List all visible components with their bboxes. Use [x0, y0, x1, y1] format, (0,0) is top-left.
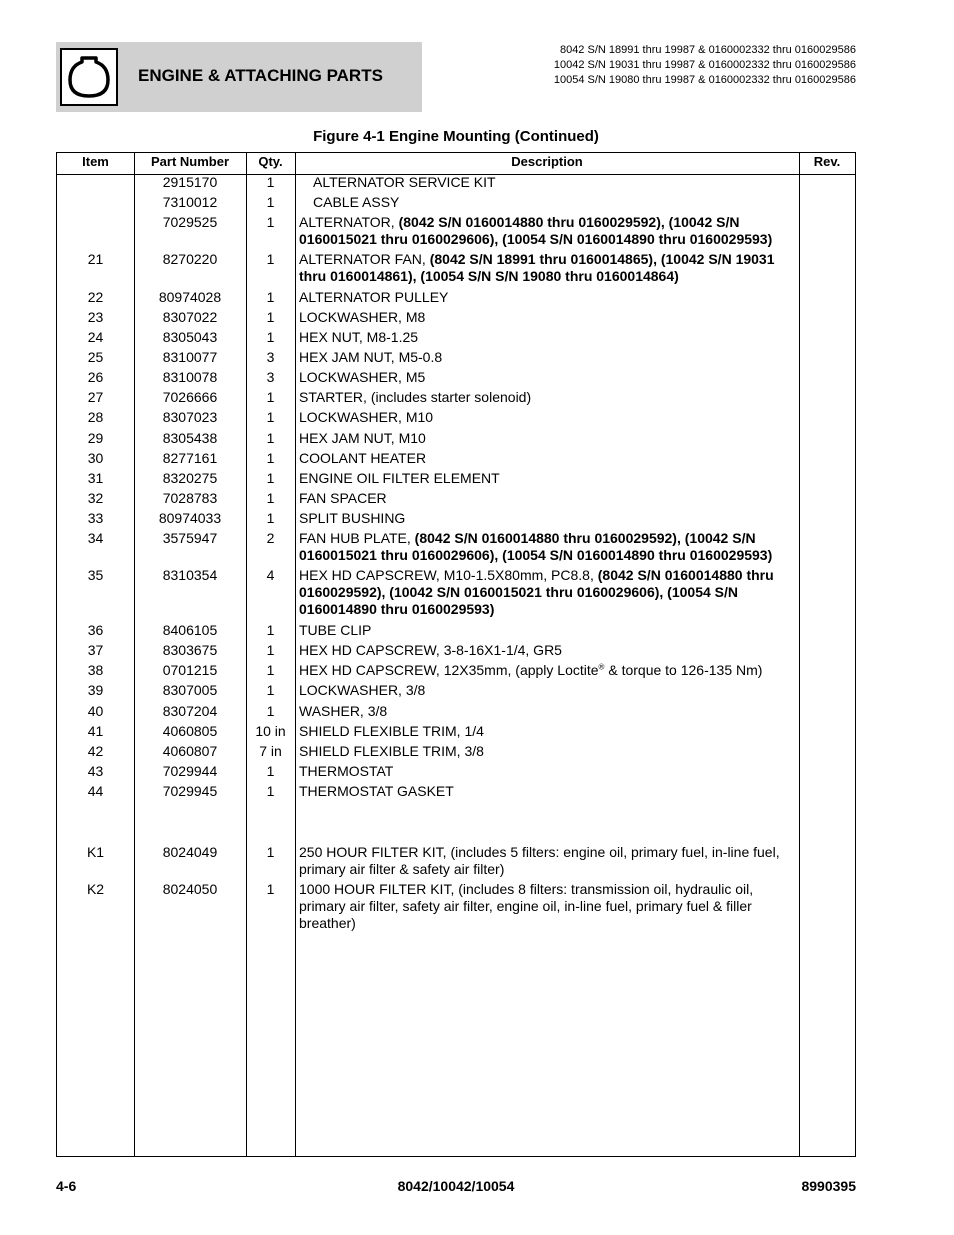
description: [299, 682, 799, 699]
quantity: 1: [266, 289, 275, 305]
column-divider: [295, 153, 296, 1156]
part-number: 8305438: [162, 430, 218, 446]
description: [299, 349, 799, 366]
part-number: 8307022: [162, 309, 218, 325]
item-number: 25: [87, 349, 104, 365]
column-header-item: Item: [82, 154, 109, 169]
part-number: 7029525: [162, 214, 218, 230]
column-header-rev: Rev.: [813, 154, 841, 169]
description-text: HEX HD CAPSCREW, 3-8-16X1-1/4, GR5: [299, 642, 562, 658]
description-text: 1000 HOUR FILTER KIT, (includes 8 filters: transmission oil, hydraulic oil, primary air filter, safety air filter, engine oil, in-line fuel, primary fuel & filler breather): [299, 881, 754, 931]
description-text: FAN HUB PLATE,: [299, 530, 415, 546]
item-number: 24: [87, 329, 104, 345]
description-text: SHIELD FLEXIBLE TRIM, 3/8: [299, 743, 484, 759]
item-number: 27: [87, 389, 104, 405]
description-text: CABLE ASSY: [313, 194, 400, 210]
serial-range-note: (8042 S/N 18991 thru 0160014865), (10042 S/N 19031 thru 0160014861), (10054 S/N S/N 19080 thru 0160014864): [299, 251, 775, 284]
quantity: 1: [266, 682, 275, 698]
item-number: 23: [87, 309, 104, 325]
part-number: 7029944: [162, 763, 218, 779]
description: [299, 389, 799, 406]
part-number: 8307005: [162, 682, 218, 698]
description-text: HEX JAM NUT, M5-0.8: [299, 349, 443, 365]
description-text: HEX HD CAPSCREW, 12X35mm, (apply Loctite: [299, 662, 599, 678]
description-text: LOCKWASHER, 3/8: [299, 682, 426, 698]
description-text: THERMOSTAT: [299, 763, 394, 779]
quantity: 1: [266, 194, 275, 210]
description-text: COOLANT HEATER: [299, 450, 427, 466]
part-number: 7028783: [162, 490, 218, 506]
item-number: 30: [87, 450, 104, 466]
description: [299, 470, 799, 487]
serial-range-note: (8042 S/N 0160014880 thru 0160029592), (10042 S/N 0160015021 thru 0160029606), (10054 S/N 0160014890 thru 0160029593): [299, 530, 773, 563]
description-text: ALTERNATOR,: [299, 214, 399, 230]
description: [313, 174, 813, 191]
item-number: 43: [87, 763, 104, 779]
description-text: LOCKWASHER, M5: [299, 369, 426, 385]
description-text: SHIELD FLEXIBLE TRIM, 1/4: [299, 723, 484, 739]
quantity: 1: [266, 783, 275, 799]
quantity: 1: [266, 309, 275, 325]
description-text: ALTERNATOR PULLEY: [299, 289, 449, 305]
item-number: 36: [87, 622, 104, 638]
quantity: 10 in: [255, 723, 286, 739]
section-header: [56, 42, 422, 112]
part-number: 8310078: [162, 369, 218, 385]
item-number: 35: [87, 567, 104, 583]
item-number: 28: [87, 409, 104, 425]
quantity: 1: [266, 329, 275, 345]
quantity: 1: [266, 642, 275, 658]
description-text: ENGINE OIL FILTER ELEMENT: [299, 470, 500, 486]
item-number: 38: [87, 662, 104, 678]
description: [299, 703, 799, 720]
quantity: 1: [266, 214, 275, 230]
quantity: 1: [266, 251, 275, 267]
quantity: 2: [266, 530, 275, 546]
part-number: 8307023: [162, 409, 218, 425]
part-number: 80974033: [158, 510, 222, 526]
column-header-description: Description: [511, 154, 583, 169]
description: [299, 881, 799, 932]
quantity: 1: [266, 703, 275, 719]
serial-range-note: (8042 S/N 0160014880 thru 0160029592), (10042 S/N 0160015021 thru 0160029606), (10054 S/N 0160014890 thru 0160029593): [299, 214, 773, 247]
item-number: 32: [87, 490, 104, 506]
quantity: 1: [266, 409, 275, 425]
part-number: 8320275: [162, 470, 218, 486]
description-text: LOCKWASHER, M10: [299, 409, 434, 425]
description: [299, 530, 799, 564]
serial-number-block: [554, 43, 856, 88]
description: [299, 622, 799, 639]
description-text: LOCKWASHER, M8: [299, 309, 426, 325]
description: [299, 844, 799, 878]
registered-mark: ®: [598, 662, 605, 672]
part-number: 8307204: [162, 703, 218, 719]
item-number: 31: [87, 470, 104, 486]
item-number: K1: [86, 844, 105, 860]
part-number: 4060807: [162, 743, 218, 759]
item-number: 26: [87, 369, 104, 385]
quantity: 1: [266, 490, 275, 506]
quantity: 1: [266, 470, 275, 486]
item-number: 40: [87, 703, 104, 719]
engine-icon: [60, 48, 118, 106]
description: [299, 723, 799, 740]
part-number: 8406105: [162, 622, 218, 638]
description: [299, 309, 799, 326]
item-number: 34: [87, 530, 104, 546]
part-number: 2915170: [162, 174, 218, 190]
description-text: ALTERNATOR FAN,: [299, 251, 430, 267]
description-text: HEX JAM NUT, M10: [299, 430, 426, 446]
part-number: 0701215: [162, 662, 218, 678]
part-number: 3575947: [162, 530, 218, 546]
serial-range-note: (8042 S/N 0160014880 thru 0160029592), (10042 S/N 0160015021 thru 0160029606), (10054 S/N 0160014890 thru 0160029593): [299, 567, 774, 617]
item-number: 33: [87, 510, 104, 526]
part-number: 8310354: [162, 567, 218, 583]
description-text: SPLIT BUSHING: [299, 510, 406, 526]
item-number: 42: [87, 743, 104, 759]
description-text: STARTER, (includes starter solenoid): [299, 389, 532, 405]
quantity: 1: [266, 844, 275, 860]
quantity: 1: [266, 881, 275, 897]
item-number: 41: [87, 723, 104, 739]
description-text: ALTERNATOR SERVICE KIT: [313, 174, 496, 190]
part-number: 7026666: [162, 389, 218, 405]
serial-line: 10054 S/N 19080 thru 19987 & 0160002332 thru 0160029586: [553, 74, 856, 86]
item-number: 22: [87, 289, 104, 305]
part-number: 7029945: [162, 783, 218, 799]
description-text: 250 HOUR FILTER KIT, (includes 5 filters: engine oil, primary fuel, in-line fuel, primary air filter & safety air filter): [299, 844, 780, 877]
quantity: 3: [266, 349, 275, 365]
description: [299, 567, 799, 618]
column-divider: [799, 153, 800, 1156]
quantity: 1: [266, 174, 275, 190]
description-text: TUBE CLIP: [299, 622, 372, 638]
item-number: 44: [87, 783, 104, 799]
part-number: 8303675: [162, 642, 218, 658]
figure-title: Figure 4-1 Engine Mounting (Continued): [313, 128, 599, 145]
description: [299, 251, 799, 285]
description: [299, 450, 799, 467]
description: [299, 510, 799, 527]
document-number: 8990395: [801, 1178, 856, 1194]
part-number: 7310012: [162, 194, 218, 210]
description-text: THERMOSTAT GASKET: [299, 783, 454, 799]
quantity: 4: [266, 567, 275, 583]
part-number: 4060805: [162, 723, 218, 739]
description: [299, 214, 799, 248]
quantity: 1: [266, 622, 275, 638]
description: [299, 369, 799, 386]
description: [299, 743, 799, 760]
description: [299, 763, 799, 780]
description: [313, 194, 813, 211]
part-number: 8305043: [162, 329, 218, 345]
description: [299, 642, 799, 659]
item-number: K2: [86, 881, 105, 897]
description: [299, 329, 799, 346]
item-number: 29: [87, 430, 104, 446]
quantity: 3: [266, 369, 275, 385]
part-number: 8024049: [162, 844, 218, 860]
quantity: 1: [266, 763, 275, 779]
description: [299, 662, 799, 679]
description-text: HEX NUT, M8-1.25: [299, 329, 419, 345]
part-number: 8310077: [162, 349, 218, 365]
item-number: 37: [87, 642, 104, 658]
quantity: 1: [266, 430, 275, 446]
description: [299, 409, 799, 426]
description: [299, 783, 799, 800]
part-number: 8024050: [162, 881, 218, 897]
description-text: & torque to 126-135 Nm): [604, 662, 763, 678]
column-header-qty: Qty.: [258, 154, 283, 169]
model-numbers: 8042/10042/10054: [397, 1178, 515, 1194]
part-number: 8277161: [162, 450, 218, 466]
description: [299, 490, 799, 507]
part-number: 8270220: [162, 251, 218, 267]
parts-table: [56, 152, 856, 1157]
section-title: ENGINE & ATTACHING PARTS: [138, 66, 383, 85]
column-header-part-number: Part Number: [150, 154, 230, 169]
description: [299, 289, 799, 306]
description-text: WASHER, 3/8: [299, 703, 388, 719]
description-text: FAN SPACER: [299, 490, 387, 506]
item-number: 21: [87, 251, 104, 267]
page-number: 4-6: [56, 1178, 77, 1194]
description: [299, 430, 799, 447]
quantity: 7 in: [259, 743, 282, 759]
serial-line: 10042 S/N 19031 thru 19987 & 0160002332 thru 0160029586: [553, 59, 856, 71]
quantity: 1: [266, 389, 275, 405]
quantity: 1: [266, 510, 275, 526]
quantity: 1: [266, 450, 275, 466]
quantity: 1: [266, 662, 275, 678]
description-text: HEX HD CAPSCREW, M10-1.5X80mm, PC8.8,: [299, 567, 598, 583]
item-number: 39: [87, 682, 104, 698]
part-number: 80974028: [158, 289, 222, 305]
serial-line: 8042 S/N 18991 thru 19987 & 0160002332 thru 0160029586: [559, 44, 856, 56]
